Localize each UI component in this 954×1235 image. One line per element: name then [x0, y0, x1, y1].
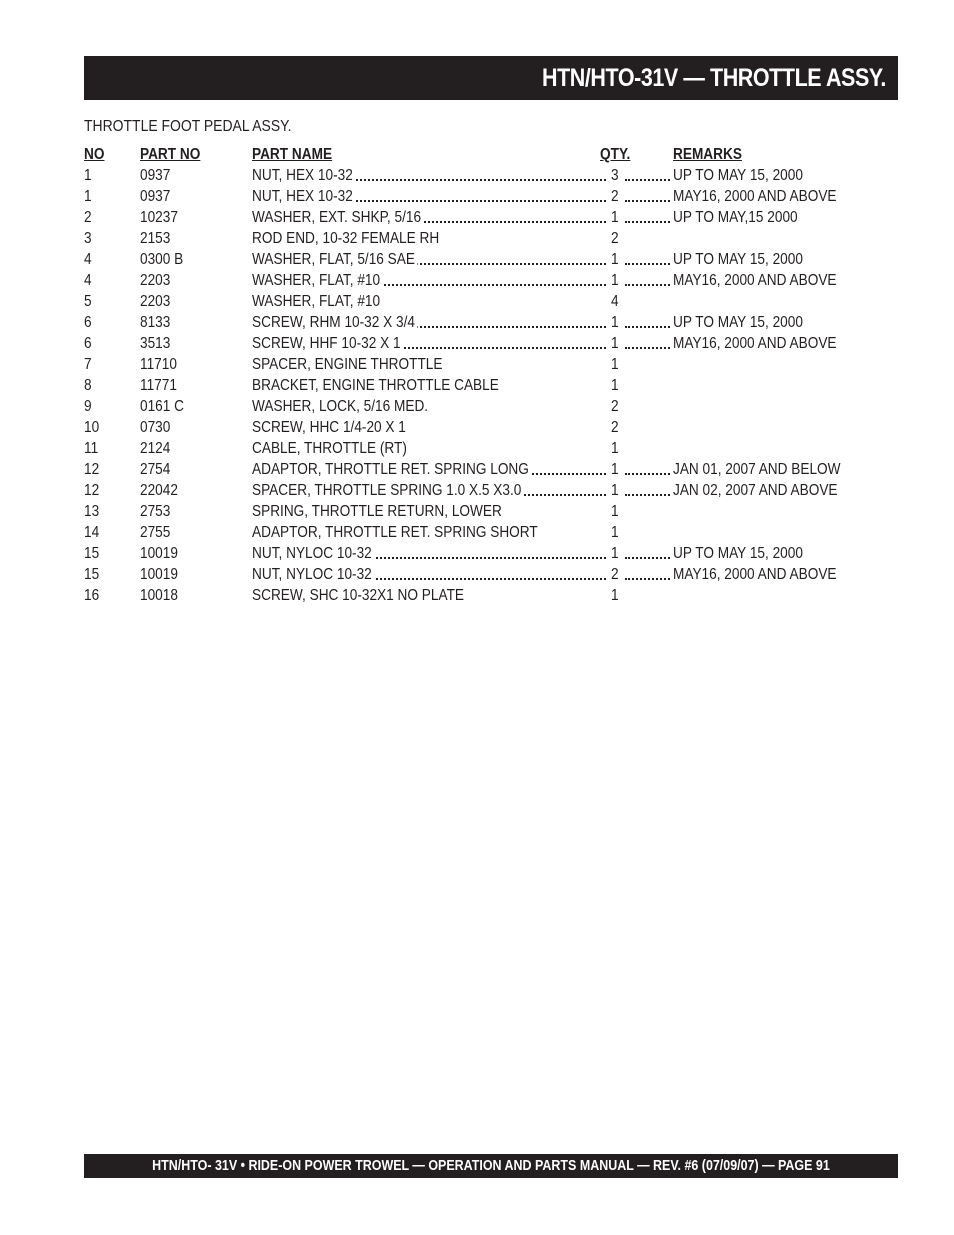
item-number: 11	[84, 440, 99, 457]
part-number: 2754	[140, 461, 171, 478]
remarks: MAY16, 2000 AND ABOVE	[673, 272, 837, 289]
quantity: 1	[611, 356, 619, 373]
item-number: 15	[84, 566, 100, 583]
item-number: 15	[84, 545, 100, 562]
part-name: WASHER, EXT. SHKP, 5/16	[252, 207, 424, 228]
remarks-leader	[625, 543, 670, 564]
part-name: SPRING, THROTTLE RETURN, LOWER	[252, 503, 502, 520]
quantity: 1	[611, 377, 619, 394]
part-name-leader	[252, 312, 606, 333]
part-name-leader	[252, 543, 606, 564]
part-name: SPACER, THROTTLE SPRING 1.0 X.5 X3.0	[252, 480, 524, 501]
part-name-leader	[252, 270, 606, 291]
part-number: 2753	[140, 503, 171, 520]
table-header	[84, 144, 884, 165]
item-number: 13	[84, 503, 100, 520]
remarks: UP TO MAY 15, 2000	[673, 545, 803, 562]
item-number: 7	[84, 356, 92, 373]
dot-leader	[625, 347, 670, 349]
page-title-bar	[84, 56, 898, 100]
table-row	[84, 543, 884, 564]
section-title: THROTTLE FOOT PEDAL ASSY.	[84, 118, 292, 135]
remarks-leader	[625, 207, 670, 228]
column-header-qty: QTY.	[600, 146, 631, 163]
part-number: 11771	[140, 377, 177, 394]
dot-leader	[625, 179, 670, 181]
part-number: 2755	[140, 524, 171, 541]
remarks-leader	[625, 564, 670, 585]
part-name: ROD END, 10-32 FEMALE RH	[252, 230, 440, 247]
part-name: SCREW, HHC 1/4-20 X 1	[252, 419, 406, 436]
item-number: 8	[84, 377, 92, 394]
item-number: 12	[84, 461, 100, 478]
column-header-no: NO	[84, 146, 105, 163]
quantity: 1	[611, 482, 619, 499]
column-header-part-no: PART NO	[140, 146, 201, 163]
table-row	[84, 270, 884, 291]
remarks: UP TO MAY 15, 2000	[673, 167, 803, 184]
table-row	[84, 585, 884, 606]
remarks-leader	[625, 333, 670, 354]
quantity: 1	[611, 251, 619, 268]
part-number: 0730	[140, 419, 171, 436]
remarks: UP TO MAY,15 2000	[673, 209, 798, 226]
item-number: 3	[84, 230, 92, 247]
dot-leader	[625, 221, 670, 223]
table-row	[84, 459, 884, 480]
part-number: 2203	[140, 272, 171, 289]
quantity: 1	[611, 461, 619, 478]
table-row	[84, 564, 884, 585]
table-row	[84, 291, 884, 312]
quantity: 1	[611, 272, 619, 289]
table-row	[84, 333, 884, 354]
part-name: CABLE, THROTTLE (RT)	[252, 440, 407, 457]
part-number: 10237	[140, 209, 178, 226]
table-row	[84, 522, 884, 543]
part-name: SCREW, HHF 10-32 X 1	[252, 333, 403, 354]
part-number: 11710	[140, 356, 177, 373]
part-name-leader	[252, 186, 606, 207]
part-name-leader	[252, 207, 606, 228]
remarks: UP TO MAY 15, 2000	[673, 314, 803, 331]
part-number: 3513	[140, 335, 171, 352]
item-number: 1	[84, 167, 92, 184]
part-name-leader	[252, 165, 606, 186]
quantity: 4	[611, 293, 619, 310]
quantity: 1	[611, 440, 619, 457]
remarks: JAN 01, 2007 AND BELOW	[673, 461, 841, 478]
item-number: 2	[84, 209, 92, 226]
quantity: 1	[611, 209, 619, 226]
part-name-leader	[252, 459, 606, 480]
table-row	[84, 249, 884, 270]
part-name: NUT, HEX 10-32	[252, 186, 355, 207]
item-number: 14	[84, 524, 100, 541]
part-name-leader	[252, 333, 606, 354]
quantity: 1	[611, 524, 619, 541]
remarks-leader	[625, 312, 670, 333]
part-number: 0300 B	[140, 251, 184, 268]
dot-leader	[625, 200, 670, 202]
quantity: 2	[611, 419, 619, 436]
part-number: 2203	[140, 293, 171, 310]
table-row	[84, 417, 884, 438]
quantity: 3	[611, 167, 619, 184]
item-number: 5	[84, 293, 92, 310]
dot-leader	[625, 326, 670, 328]
dot-leader	[625, 284, 670, 286]
item-number: 10	[84, 419, 100, 436]
table-row	[84, 501, 884, 522]
parts-table	[84, 144, 884, 606]
item-number: 4	[84, 251, 92, 268]
part-name-leader	[252, 564, 606, 585]
part-number: 10019	[140, 545, 178, 562]
column-header-part-name: PART NAME	[252, 146, 333, 163]
part-number: 2124	[140, 440, 171, 457]
part-name: SPACER, ENGINE THROTTLE	[252, 356, 443, 373]
dot-leader	[625, 473, 670, 475]
part-name: WASHER, FLAT, #10	[252, 270, 383, 291]
quantity: 2	[611, 566, 619, 583]
part-number: 22042	[140, 482, 178, 499]
quantity: 1	[611, 587, 619, 604]
table-row	[84, 375, 884, 396]
dot-leader	[625, 578, 670, 580]
remarks-leader	[625, 459, 670, 480]
quantity: 1	[611, 545, 619, 562]
page-title: HTN/HTO-31V — THROTTLE ASSY.	[542, 63, 886, 92]
item-number: 6	[84, 335, 92, 352]
quantity: 1	[611, 503, 619, 520]
table-row	[84, 312, 884, 333]
item-number: 16	[84, 587, 100, 604]
remarks: JAN 02, 2007 AND ABOVE	[673, 482, 838, 499]
remarks: MAY16, 2000 AND ABOVE	[673, 188, 837, 205]
part-name: NUT, HEX 10-32	[252, 165, 355, 186]
item-number: 9	[84, 398, 92, 415]
table-row	[84, 480, 884, 501]
footer-bar	[84, 1154, 898, 1178]
footer-text: HTN/HTO- 31V • RIDE-ON POWER TROWEL — OPERATION AND PARTS MANUAL — REV. #6 (07/09/07) — PAGE 91	[152, 1158, 830, 1174]
part-number: 2153	[140, 230, 171, 247]
quantity: 1	[611, 314, 619, 331]
table-row	[84, 207, 884, 228]
quantity: 2	[611, 230, 619, 247]
remarks: MAY16, 2000 AND ABOVE	[673, 566, 837, 583]
part-name: BRACKET, ENGINE THROTTLE CABLE	[252, 377, 499, 394]
part-name: SCREW, SHC 10-32X1 NO PLATE	[252, 587, 464, 604]
remarks-leader	[625, 480, 670, 501]
part-name: NUT, NYLOC 10-32	[252, 543, 374, 564]
remarks: UP TO MAY 15, 2000	[673, 251, 803, 268]
table-row	[84, 438, 884, 459]
quantity: 2	[611, 188, 619, 205]
quantity: 2	[611, 398, 619, 415]
remarks-leader	[625, 249, 670, 270]
part-name: SCREW, RHM 10-32 X 3/4	[252, 312, 418, 333]
part-name: NUT, NYLOC 10-32	[252, 564, 374, 585]
table-row	[84, 186, 884, 207]
item-number: 1	[84, 188, 92, 205]
item-number: 4	[84, 272, 92, 289]
dot-leader	[625, 494, 670, 496]
table-row	[84, 165, 884, 186]
quantity: 1	[611, 335, 619, 352]
item-number: 6	[84, 314, 92, 331]
remarks-leader	[625, 186, 670, 207]
part-name-leader	[252, 480, 606, 501]
table-row	[84, 396, 884, 417]
remarks: MAY16, 2000 AND ABOVE	[673, 335, 837, 352]
remarks-leader	[625, 270, 670, 291]
item-number: 12	[84, 482, 100, 499]
part-number: 0937	[140, 188, 171, 205]
part-name-leader	[252, 249, 606, 270]
table-row	[84, 354, 884, 375]
part-name: WASHER, FLAT, 5/16 SAE	[252, 249, 418, 270]
part-number: 0161 C	[140, 398, 184, 415]
part-name: ADAPTOR, THROTTLE RET. SPRING SHORT	[252, 524, 538, 541]
dot-leader	[625, 263, 670, 265]
table-row	[84, 228, 884, 249]
part-name: ADAPTOR, THROTTLE RET. SPRING LONG	[252, 459, 532, 480]
remarks-leader	[625, 165, 670, 186]
part-name: WASHER, FLAT, #10	[252, 293, 381, 310]
part-number: 10019	[140, 566, 178, 583]
part-number: 0937	[140, 167, 171, 184]
part-name: WASHER, LOCK, 5/16 MED.	[252, 398, 429, 415]
column-header-remarks: REMARKS	[673, 146, 742, 163]
dot-leader	[625, 557, 670, 559]
part-number: 8133	[140, 314, 171, 331]
part-number: 10018	[140, 587, 178, 604]
